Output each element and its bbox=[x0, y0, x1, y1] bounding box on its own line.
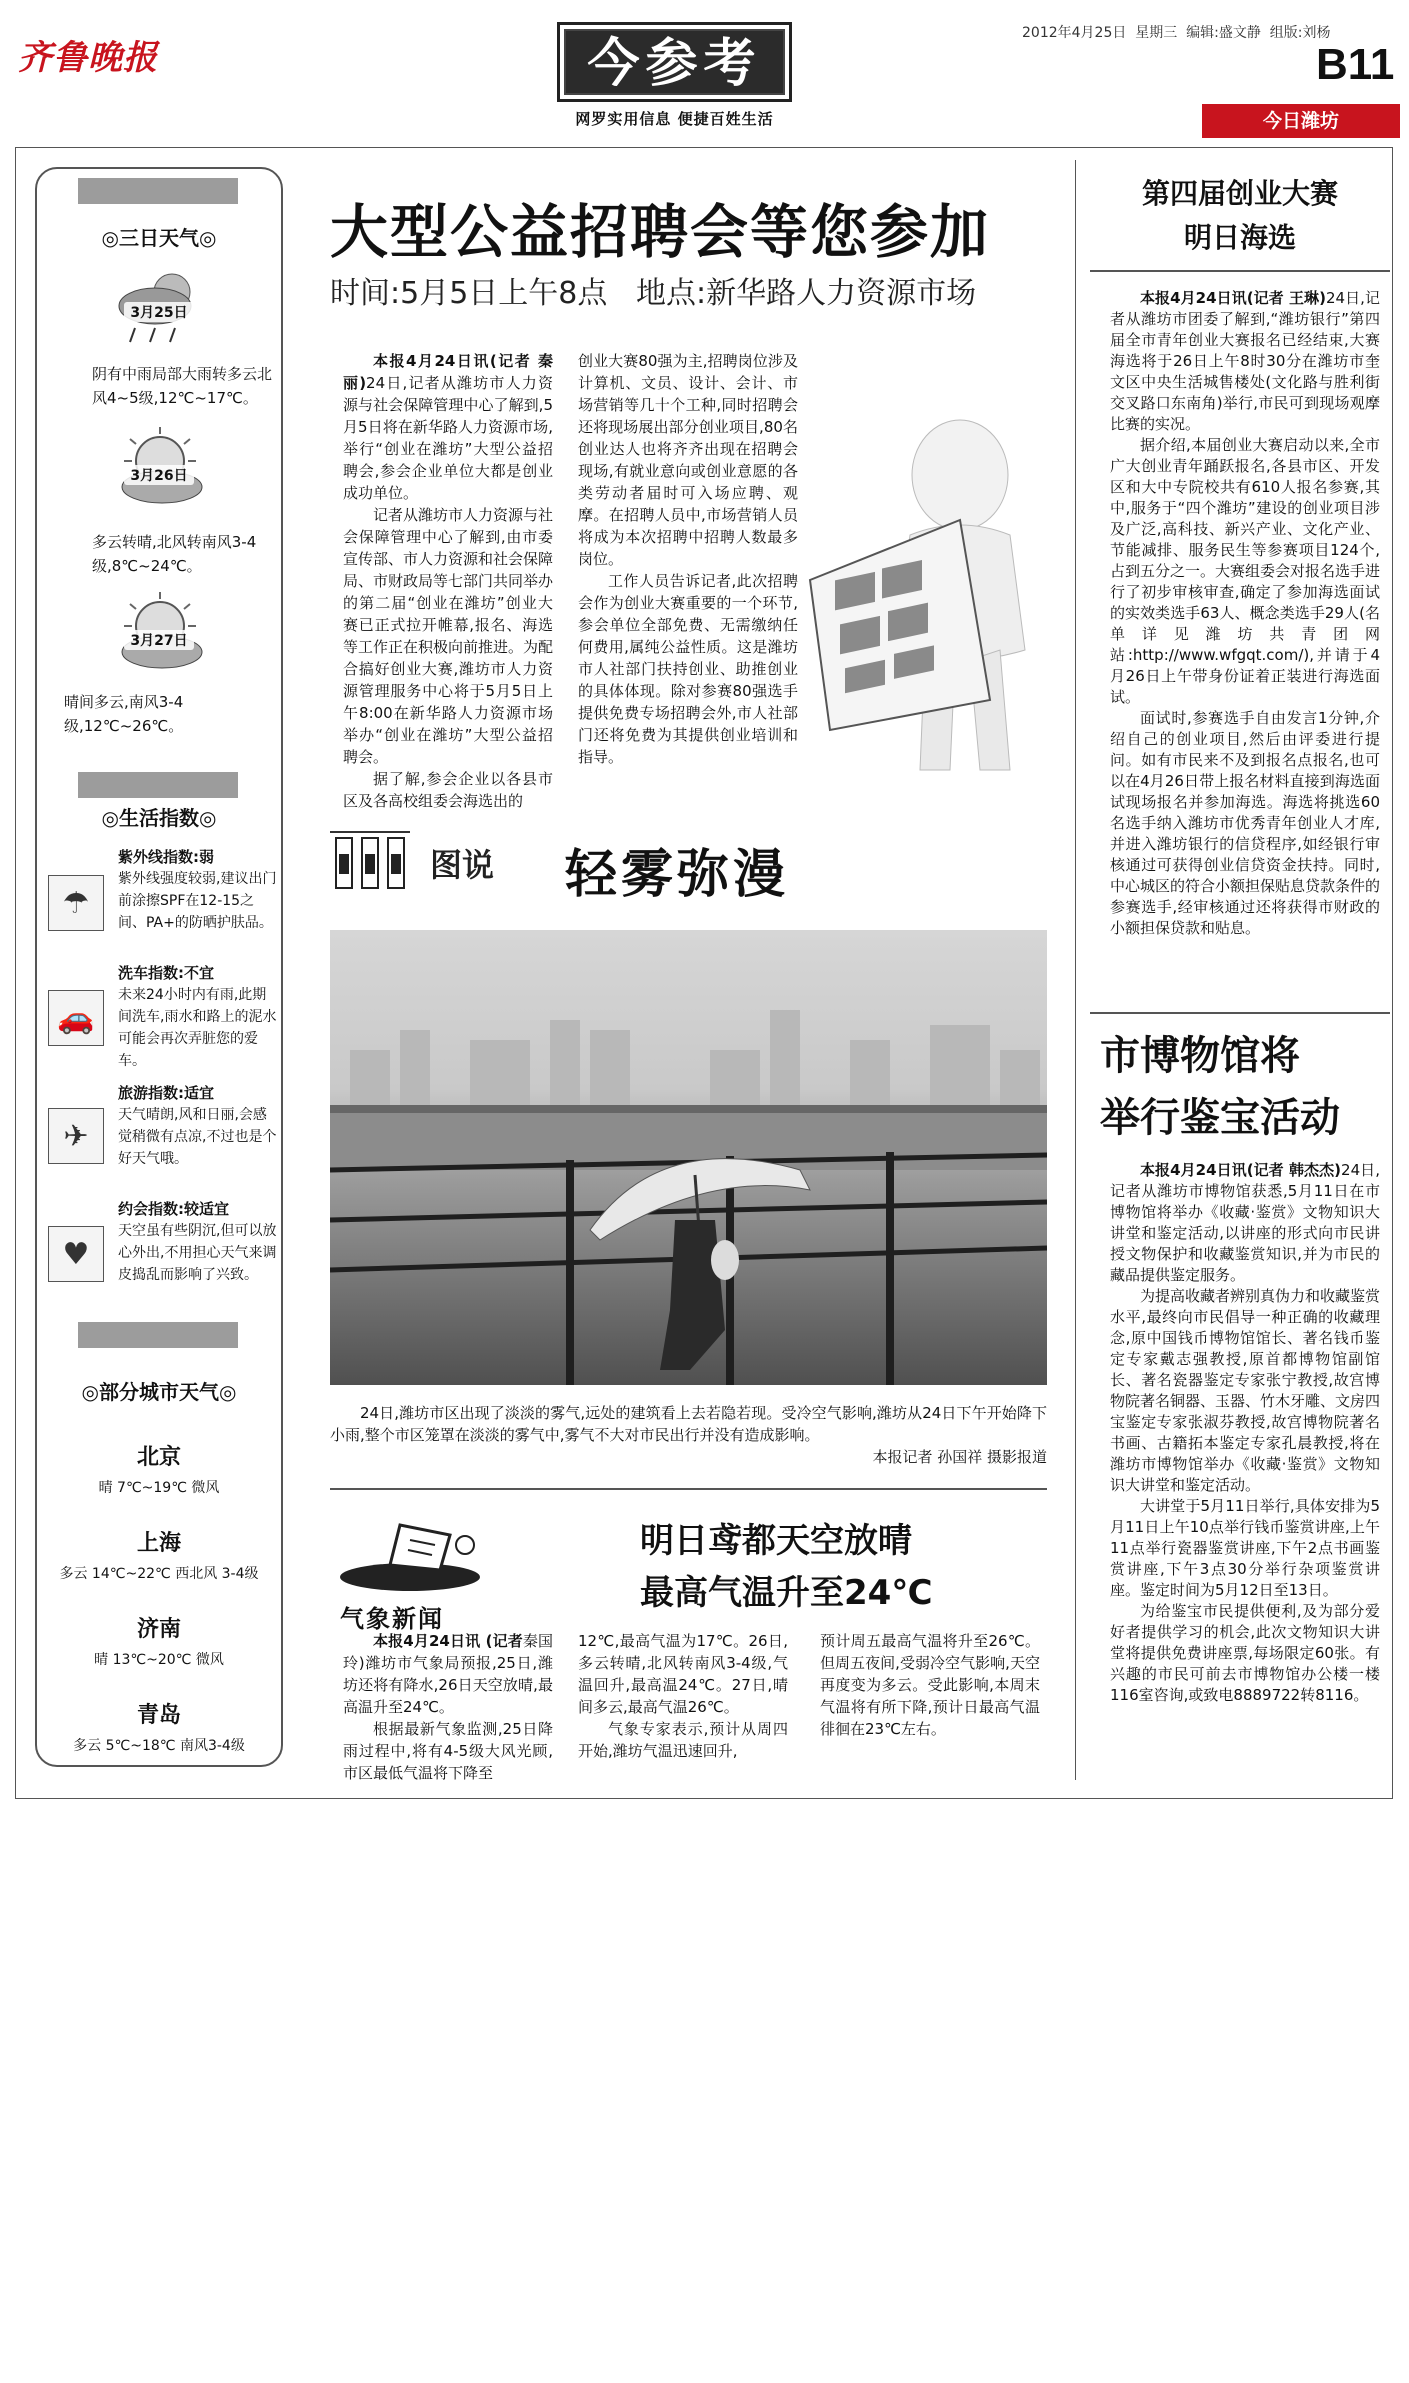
photo-story-title: 轻雾弥漫 bbox=[565, 844, 790, 905]
day-forecast: 多云转晴,北风转南风3-4级,8℃~24℃。 bbox=[92, 533, 257, 575]
article-paragraph: 据介绍,本届创业大赛启动以来,全市广大创业青年踊跃报名,各县市区、开发区和大中专院校共有610人报名参赛,其中,服务于“四个潍坊”建设的创业项目涉及广泛,高科技、新兴产业、文化产业、节能减排、服务民生等参赛项目124个,占到五分之一。大赛组委会对报名选手进行了初步审核审查,确定了参加海选面试的实效类选手63人、概念类选手29人(名单详见潍坊共青团网站:http://www.wfgqt.com/),并请于4月26日上午带身份证着正装进行海选面试。 bbox=[1110, 436, 1381, 706]
day-forecast: 阴有中雨局部大雨转多云北风4~5级,12℃~17℃。 bbox=[92, 365, 273, 407]
photo-caption bbox=[330, 1402, 1047, 1468]
article-paragraph: 预计周五最高气温将升至26℃。但周五夜间,受弱冷空气影响,天空再度变为多云。受此影响,本周末气温将有所下降,预计日最高气温徘徊在23℃左右。 bbox=[820, 1632, 1040, 1738]
masthead-subtitle: 网罗实用信息 便捷百姓生活 bbox=[575, 110, 774, 128]
figure-reading-newspaper-illustration bbox=[790, 400, 1060, 780]
section-divider bbox=[1090, 1012, 1390, 1014]
story1-body bbox=[1110, 288, 1380, 939]
photo-story-label: 图说 bbox=[430, 846, 495, 884]
story-title-line: 市博物馆将 bbox=[1100, 1032, 1300, 1079]
life-index-heading: 紫外线指数:弱 bbox=[118, 848, 214, 866]
article-lead: 本报4月24日讯(记者 韩杰杰) bbox=[1140, 1161, 1342, 1179]
section-divider bbox=[1090, 270, 1390, 272]
rain-cloud-icon bbox=[110, 262, 210, 348]
car-icon: 🚗 bbox=[48, 990, 104, 1046]
story2-title bbox=[1100, 1025, 1340, 1149]
life-index-uv bbox=[118, 846, 278, 934]
article-lead: 本报4月24日讯(记者 王琳) bbox=[1140, 289, 1326, 307]
life-index-travel bbox=[118, 1082, 278, 1170]
sun-cloud-icon bbox=[110, 590, 210, 676]
main-article-col1 bbox=[343, 350, 553, 812]
sidebar-grey-bar bbox=[78, 178, 238, 204]
article-paragraph: 为给鉴宝市民提供便利,及为部分爱好者提供学习的机会,此次文物知识大讲堂将提供免费讲座票,每场限定60张。有兴趣的市民可前去市博物馆办公楼一楼116室咨询,或致电8889722转8116。 bbox=[1110, 1602, 1380, 1704]
story-title-line: 明日海选 bbox=[1183, 221, 1296, 254]
life-index-title: ◎生活指数◎ bbox=[101, 806, 217, 830]
life-index-heading: 旅游指数:适宜 bbox=[118, 1084, 214, 1102]
city-weather-item bbox=[35, 1612, 283, 1669]
photo-credit: 本报记者 孙国祥 摄影报道 bbox=[872, 1448, 1047, 1466]
main-article-col2 bbox=[578, 350, 798, 768]
couple-icon: ♥ bbox=[48, 1226, 104, 1282]
article-paragraph: 24日,记者从潍坊市博物馆获悉,5月11日在市博物馆将举办《收藏·鉴赏》文物知识大讲堂和鉴定活动,以讲座的形式向市民讲授文物保护和收藏鉴赏知识,并为市民的藏品提供鉴定服务。 bbox=[1110, 1161, 1380, 1284]
article-paragraph: 气象专家表示,预计从周四开始,潍坊气温迅速回升, bbox=[578, 1720, 788, 1760]
weather-news-col3 bbox=[820, 1630, 1040, 1740]
article-paragraph: 24日,记者从潍坊市团委了解到,“潍坊银行”第四届全市青年创业大赛报名已经结束,大赛海选将于26日上午8时30分在潍坊市奎文区中央生活城售楼处(文化路与胜利街交叉路口东南角)举行,市民可到现场观摩比赛的实况。 bbox=[1110, 289, 1380, 433]
date-editor-line: 2012年4月25日 星期三 编辑:盛文静 组版:刘杨 bbox=[1022, 25, 1331, 41]
photo-clips-icon bbox=[330, 824, 410, 894]
day-date: 3月27日 bbox=[124, 630, 194, 650]
weather-news-title bbox=[640, 1515, 933, 1619]
story-title-line: 举行鉴宝活动 bbox=[1100, 1094, 1340, 1141]
day-forecast: 晴间多云,南风3-4级,12℃~26℃。 bbox=[64, 693, 184, 735]
life-index-heading: 洗车指数:不宜 bbox=[118, 964, 214, 982]
story-title-line: 第四届创业大赛 bbox=[1141, 177, 1338, 210]
city-weather-title: ◎部分城市天气◎ bbox=[81, 1380, 237, 1404]
article-lead: 本报4月24日讯(记者 秦丽) bbox=[343, 352, 553, 392]
section-divider bbox=[330, 1488, 1047, 1490]
weather-news-label: 气象新闻 bbox=[340, 1605, 444, 1633]
main-headline: 大型公益招聘会等您参加 bbox=[330, 198, 991, 266]
foggy-city-photo bbox=[330, 930, 1047, 1385]
masthead-title: 今参考 bbox=[564, 29, 785, 95]
city-weather: 晴 7℃~19℃ 微风 bbox=[98, 1480, 220, 1496]
photo-story-header bbox=[330, 820, 1050, 910]
section-masthead bbox=[557, 22, 792, 102]
sidebar-grey-bar bbox=[78, 772, 238, 798]
weather-news-col1 bbox=[343, 1630, 553, 1784]
city-weather: 晴 13℃~20℃ 微风 bbox=[94, 1652, 224, 1668]
article-paragraph: 为提高收藏者辨别真伪力和收藏鉴赏水平,最终向市民倡导一种正确的收藏理念,原中国钱币博物馆馆长、著名钱币鉴定专家戴志强教授,原首都博物馆副馆长、著名瓷器鉴定专家张宁教授,故宫博物院著名铜器、玉器、竹木牙雕、文房四宝鉴定专家张淑芬教授,故宫博物院著名书画、古籍拓本鉴定专家孔晨教授,将在潍坊市博物馆举办《收藏·鉴赏》文物知识大讲堂和鉴定活动。 bbox=[1110, 1287, 1381, 1494]
city-name: 上海 bbox=[136, 1531, 181, 1556]
day-date: 3月26日 bbox=[124, 465, 194, 485]
life-index-text: 天空虽有些阴沉,但可以放心外出,不用担心天气来调皮捣乱而影响了兴致。 bbox=[118, 1223, 277, 1283]
city-weather: 多云 14℃~22℃ 西北风 3-4级 bbox=[59, 1566, 259, 1582]
section-tab: 今日潍坊 bbox=[1202, 104, 1400, 138]
article-paragraph: 面试时,参赛选手自由发言1分钟,介绍自己的创业项目,然后由评委进行提问。如有市民来不及到报名点报名,也可以在4月26日带上报名材料直接到海选面试现场报名并参加海选。海选将挑选60名选手纳入潍坊市优秀青年创业人才库,并进入潍坊银行的信贷程序,如经银行审核通过可获得创业信贷资金扶持。同时,中心城区的符合小额担保贴息贷款条件的参赛选手,经审核通过还将获得市财政的小额担保贷款和贴息。 bbox=[1110, 709, 1381, 937]
umbrella-icon: ☂ bbox=[48, 875, 104, 931]
plane-icon: ✈ bbox=[48, 1108, 104, 1164]
life-index-heading: 约会指数:较适宜 bbox=[118, 1200, 229, 1218]
column-divider bbox=[1075, 160, 1076, 1780]
city-name: 青岛 bbox=[136, 1703, 181, 1728]
main-subhead: 时间:5月5日上午8点 地点:新华路人力资源市场 bbox=[330, 276, 977, 311]
article-paragraph: 根据最新气象监测,25日降雨过程中,将有4-5级大风光顾,市区最低气温将下降至 bbox=[343, 1720, 553, 1782]
day-date: 3月25日 bbox=[124, 302, 194, 322]
article-paragraph: 24日,记者从潍坊市人力资源与社会保障管理中心了解到,5月5日将在新华路人力资源市场,举行“创业在潍坊”大型公益招聘会,参会企业单位大都是创业成功单位。 bbox=[343, 374, 553, 502]
life-index-text: 天气晴朗,风和日丽,会感觉稍微有点凉,不过也是个好天气哦。 bbox=[118, 1107, 277, 1167]
life-index-carwash bbox=[118, 962, 278, 1072]
article-paragraph: 工作人员告诉记者,此次招聘会作为创业大赛重要的一个环节,参会单位全部免费、无需缴纳任何费用,属纯公益性质。这是潍坊市人社部门扶持创业、助推创业的具体体现。除对参赛80强选手提供免费专场招聘会外,市人社部门还将免费为其提供创业培训和指导。 bbox=[578, 572, 798, 766]
life-index-dating bbox=[118, 1198, 278, 1286]
city-name: 北京 bbox=[136, 1445, 181, 1470]
sidebar-grey-bar bbox=[78, 1322, 238, 1348]
city-weather-item bbox=[35, 1440, 283, 1497]
article-paragraph: 12℃,最高气温为17℃。26日,多云转晴,北风转南风3-4级,气温回升,最高温24℃。27日,晴间多云,最高气温26℃。 bbox=[578, 1632, 788, 1716]
life-index-text: 紫外线强度较弱,建议出门前涂擦SPF在12-15之间、PA+的防晒护肤品。 bbox=[118, 871, 277, 931]
city-weather-item bbox=[35, 1526, 283, 1583]
weather-news-title-line: 最高气温升至24℃ bbox=[640, 1573, 933, 1613]
article-paragraph: 据了解,参会企业以各县市区及各高校组委会海选出的 bbox=[343, 770, 553, 810]
story1-title bbox=[1090, 172, 1390, 260]
city-weather: 多云 5℃~18℃ 南风3-4级 bbox=[73, 1738, 245, 1754]
page-number: B11 bbox=[1316, 40, 1395, 89]
article-paragraph: 大讲堂于5月11日举行,具体安排为5月11日上午10点举行钱币鉴赏讲座,上午11点举行瓷器鉴赏讲座,下午2点书画鉴赏讲座,下午3点30分举行杂项鉴赏讲座。鉴定时间为5月12日至13日。 bbox=[1110, 1497, 1380, 1599]
story2-body bbox=[1110, 1160, 1380, 1706]
article-paragraph: 秦国玲)潍坊市气象局预报,25日,潍坊还将有降水,26日天空放晴,最高温升至24℃。 bbox=[343, 1632, 553, 1716]
city-name: 济南 bbox=[136, 1617, 181, 1642]
weather-news-title-line: 明日鸢都天空放晴 bbox=[640, 1521, 912, 1561]
three-day-title: ◎三日天气◎ bbox=[101, 226, 217, 250]
sun-cloud-icon bbox=[110, 425, 210, 511]
article-paragraph: 创业大赛80强为主,招聘岗位涉及计算机、文员、设计、会计、市场营销等几十个工种,同时招聘会还将现场展出部分创业项目,80名创业达人也将齐齐出现在招聘会现场,有就业意向或创业意愿的各类劳动者届时可入场应聘、观摩。在招聘人员中,市场营销人员将成为本次招聘中招聘人数最多岗位。 bbox=[578, 352, 798, 568]
caption-text: 24日,潍坊市区出现了淡淡的雾气,远处的建筑看上去若隐若现。受冷空气影响,潍坊从24日下午开始降下小雨,整个市区笼罩在淡淡的雾气中,雾气不大对市民出行并没有造成影响。 bbox=[330, 1404, 1047, 1444]
article-paragraph: 记者从潍坊市人力资源与社会保障管理中心了解到,由市委宣传部、市人力资源和社会保障局、市财政局等七部门共同举办的第二届“创业在潍坊”创业大赛已正式拉开帷幕,报名、海选等工作正在积极向前推进。为配合搞好创业大赛,潍坊市人力资源管理服务中心将于5月5日上午8:00在新华路人力资源市场举办“创业在潍坊”大型公益招聘会。 bbox=[343, 506, 554, 766]
newspaper-logo: 齐鲁晚报 bbox=[18, 38, 158, 78]
weather-news-col2 bbox=[578, 1630, 788, 1762]
article-lead: 本报4月24日讯 (记者 bbox=[373, 1632, 523, 1650]
life-index-text: 未来24小时内有雨,此期间洗车,雨水和路上的泥水可能会再次弄脏您的爱车。 bbox=[118, 987, 277, 1069]
weather-news-logo bbox=[330, 1515, 515, 1633]
city-weather-item bbox=[35, 1698, 283, 1755]
